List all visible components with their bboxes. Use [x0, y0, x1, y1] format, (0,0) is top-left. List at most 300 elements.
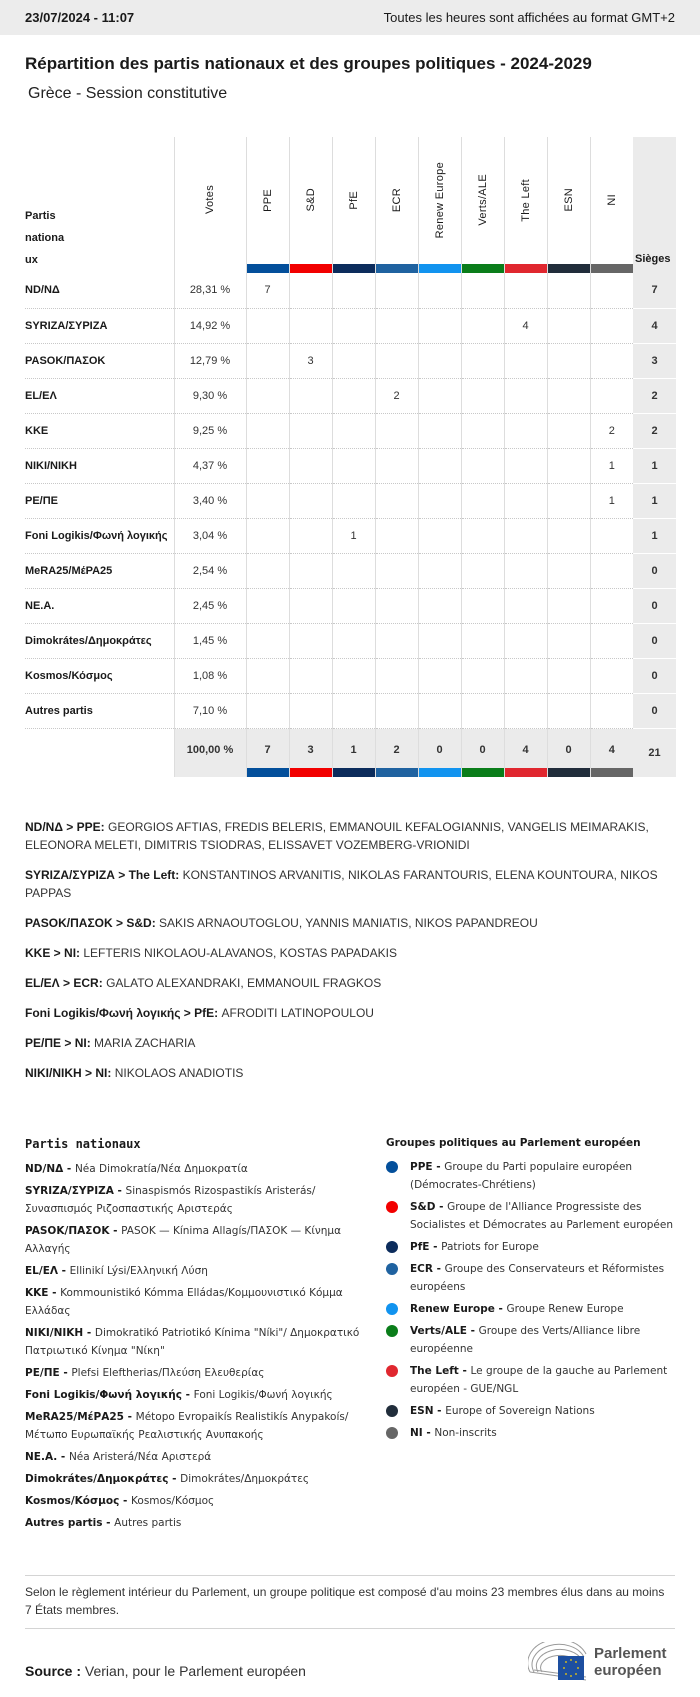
- member-group: ECR: [73, 976, 99, 990]
- group-header-label: ECR: [390, 187, 403, 213]
- group-column-header: [504, 137, 547, 273]
- legend-party-code: ND/ΝΔ: [25, 1163, 64, 1175]
- legend-party-name: Dimokrátes/Δημοκράτες: [180, 1473, 310, 1485]
- group-seat-cell: [246, 588, 289, 623]
- group-color-bar: [419, 264, 461, 273]
- group-header-label: Verts/ALE: [476, 174, 489, 226]
- legend-group-code: PPE: [410, 1161, 433, 1173]
- legend-party-code: NIKI/ΝΙΚΗ: [25, 1327, 84, 1339]
- logo-line-1: Parlement: [594, 1645, 667, 1662]
- group-header-label-wrap: [333, 137, 375, 263]
- group-column-header: [332, 137, 375, 273]
- legend-party-item: [25, 1222, 360, 1258]
- group-seat-cell: [504, 273, 547, 308]
- group-seat-cell: [461, 553, 504, 588]
- divider: [25, 1628, 675, 1629]
- group-seat-cell: [461, 378, 504, 413]
- legend-party-code: KKE: [25, 1287, 49, 1299]
- member-arrow: >: [62, 820, 77, 834]
- group-seat-cell: [547, 693, 590, 728]
- party-name: Kosmos/Κόσμος: [25, 658, 174, 693]
- legend-group-text: [410, 1238, 539, 1256]
- member-arrow: >: [114, 868, 129, 882]
- member-names: LEFTERIS NIKOLAOU-ALAVANOS, KOSTAS PAPADAKIS: [83, 946, 398, 960]
- group-seat-cell: [461, 343, 504, 378]
- vote-share: 4,37 %: [174, 448, 246, 483]
- group-seat-cell: [418, 658, 461, 693]
- table-row: [25, 588, 676, 623]
- party-name: ND/ΝΔ: [25, 273, 174, 308]
- group-total: [289, 728, 332, 777]
- legend-group-text: [410, 1198, 686, 1234]
- legend-national-parties: [25, 1137, 360, 1536]
- logo-line-2: européen: [594, 1662, 662, 1679]
- group-total-value: 0: [436, 743, 443, 756]
- legend-party-item: [25, 1514, 360, 1532]
- group-seat-cell: [547, 588, 590, 623]
- legend-party-item: [25, 1386, 360, 1404]
- group-seat-cell: [590, 693, 633, 728]
- legend-party-name: Néa Aristerá/Νέα Αριστερά: [68, 1451, 212, 1463]
- group-column-header: [590, 137, 633, 273]
- member-arrow: >: [180, 1006, 195, 1020]
- party-column-header: [25, 137, 174, 273]
- legend-group-code: Verts/ALE: [410, 1325, 467, 1337]
- member-colon: :: [100, 820, 109, 834]
- member-names: SAKIS ARNAOUTOGLOU, YANNIS MANIATIS, NIKOS PAPANDREOU: [159, 916, 538, 930]
- table-row: [25, 273, 676, 308]
- legend-group-text: [410, 1322, 686, 1358]
- vote-share: 2,54 %: [174, 553, 246, 588]
- legend-dash: -: [83, 1327, 95, 1339]
- group-total: [547, 728, 590, 777]
- legend-group-item: [386, 1424, 686, 1442]
- group-seat-cell: [246, 623, 289, 658]
- group-seat-cell: [418, 308, 461, 343]
- legend-party-code: EL/ΕΛ: [25, 1265, 58, 1277]
- group-seat-cell: [504, 448, 547, 483]
- group-seat-cell: [246, 518, 289, 553]
- group-seat-cell: [332, 553, 375, 588]
- member-arrow: >: [59, 976, 74, 990]
- member-list-item: [25, 818, 680, 854]
- group-seat-cell: [289, 448, 332, 483]
- member-list-item: [25, 944, 680, 962]
- member-names: GALATO ALEXANDRAKI, EMMANOUIL FRAGKOS: [106, 976, 382, 990]
- group-seat-cell: [504, 483, 547, 518]
- member-party: EL/ΕΛ: [25, 976, 60, 990]
- group-seat-cell: [547, 553, 590, 588]
- legend-group-code: Renew Europe: [410, 1303, 495, 1315]
- group-seat-cell: [418, 518, 461, 553]
- group-column-header: [375, 137, 418, 273]
- group-seat-cell: [504, 588, 547, 623]
- legend-party-item: [25, 1324, 360, 1360]
- legend-dash: -: [466, 1325, 479, 1337]
- group-total-value: 1: [350, 743, 357, 756]
- party-name: Dimokrátes/Δημοκράτες: [25, 623, 174, 658]
- legend-party-name: Dimokratikó Patriotikó Kínima "Níki"/ Δημοκρατικό Πατριωτικό Κίνημα "Νίκη": [25, 1327, 360, 1357]
- group-seat-cell: [461, 483, 504, 518]
- group-color-bar: [462, 768, 504, 777]
- party-name: SYRIZA/ΣΥΡΙΖΑ: [25, 308, 174, 343]
- seat-total: 0: [633, 623, 676, 658]
- group-total: [332, 728, 375, 777]
- legend-dash: -: [109, 1225, 122, 1237]
- source-line: [25, 1663, 306, 1679]
- member-colon: :: [107, 1066, 115, 1080]
- group-seat-cell: [418, 553, 461, 588]
- legend-dash: -: [432, 1263, 445, 1275]
- legend-group-code: The Left: [410, 1365, 459, 1377]
- group-seat-cell: [547, 623, 590, 658]
- group-header-label: S&D: [304, 188, 317, 212]
- legend-party-code: PE/ΠΕ: [25, 1367, 60, 1379]
- party-name: Foni Logikis/Φωνή λογικής: [25, 518, 174, 553]
- party-name: NIKI/ΝΙΚΗ: [25, 448, 174, 483]
- table-row: [25, 553, 676, 588]
- group-total: [246, 728, 289, 777]
- group-seat-cell: [590, 343, 633, 378]
- legend-group-item: [386, 1322, 686, 1358]
- group-color-dot-icon: [386, 1303, 398, 1315]
- group-total-value: 4: [522, 743, 529, 756]
- legend-dash: -: [102, 1517, 115, 1529]
- group-color-bar: [333, 768, 375, 777]
- group-color-bar: [290, 768, 332, 777]
- legend-party-item: [25, 1364, 360, 1382]
- group-total-value: 0: [479, 743, 486, 756]
- legend-dash: -: [435, 1201, 448, 1213]
- group-seat-cell: [375, 658, 418, 693]
- group-seat-cell: [375, 588, 418, 623]
- legend-dash: -: [58, 1265, 70, 1277]
- group-seat-cell: 2: [375, 378, 418, 413]
- group-color-bar: [462, 264, 504, 273]
- members-list: [25, 818, 680, 1094]
- seat-total: 7: [633, 273, 676, 308]
- group-seat-cell: [461, 308, 504, 343]
- member-group: S&D: [126, 916, 152, 930]
- group-total-value: 3: [307, 743, 314, 756]
- group-color-bar: [548, 264, 590, 273]
- group-seat-cell: [547, 483, 590, 518]
- group-header-label-wrap: [548, 137, 590, 263]
- member-arrow: >: [81, 1066, 96, 1080]
- group-seat-cell: [332, 623, 375, 658]
- member-arrow: >: [61, 1036, 75, 1050]
- group-seat-cell: [504, 343, 547, 378]
- group-seat-cell: [332, 413, 375, 448]
- group-seat-cell: [246, 308, 289, 343]
- member-colon: :: [86, 1036, 95, 1050]
- group-seat-cell: [246, 343, 289, 378]
- group-seat-cell: [375, 553, 418, 588]
- group-seat-cell: [332, 378, 375, 413]
- group-color-bar: [505, 264, 547, 273]
- group-color-bar: [247, 768, 289, 777]
- group-seat-cell: [332, 658, 375, 693]
- group-seat-cell: [590, 623, 633, 658]
- member-colon: :: [98, 976, 107, 990]
- legend-party-name: Kosmos/Κόσμος: [131, 1495, 215, 1507]
- member-arrow: >: [112, 916, 127, 930]
- group-header-label-wrap: [462, 137, 504, 263]
- group-color-bar: [591, 768, 634, 777]
- group-seat-cell: [332, 693, 375, 728]
- legend-party-item: [25, 1262, 360, 1280]
- group-seat-cell: [246, 378, 289, 413]
- seat-total: 2: [633, 378, 676, 413]
- group-seat-cell: [547, 518, 590, 553]
- group-seat-cell: [246, 483, 289, 518]
- member-party: SYRIZA/ΣΥΡΙΖΑ: [25, 868, 115, 882]
- member-party: PE/ΠΕ: [25, 1036, 62, 1050]
- party-name: PE/ΠΕ: [25, 483, 174, 518]
- legend-dash: -: [57, 1451, 69, 1463]
- group-header-label: PPE: [261, 188, 274, 212]
- member-group: The Left: [128, 868, 176, 882]
- group-seat-cell: [375, 483, 418, 518]
- group-seat-cell: [504, 658, 547, 693]
- group-seat-cell: [289, 378, 332, 413]
- legend-group-name: Groupe du Parti populaire européen (Démocrates-Chrétiens): [410, 1161, 633, 1191]
- party-column-header-label: Partis nationaux: [25, 210, 65, 266]
- group-seat-cell: [246, 693, 289, 728]
- legend-party-item: [25, 1408, 360, 1444]
- group-seat-cell: [504, 623, 547, 658]
- seat-total: 2: [633, 413, 676, 448]
- source-text: Verian, pour le Parlement européen: [84, 1663, 306, 1679]
- table-row: [25, 658, 676, 693]
- seat-total: 4: [633, 308, 676, 343]
- legend-party-code: MeRA25/ΜέΡΑ25: [25, 1411, 124, 1423]
- member-colon: :: [214, 1006, 222, 1020]
- group-header-label-wrap: [419, 137, 461, 263]
- legend-party-code: Kosmos/Κόσμος: [25, 1495, 120, 1507]
- legend-party-code: PASOK/ΠΑΣΟΚ: [25, 1225, 110, 1237]
- table-row: [25, 343, 676, 378]
- group-seat-cell: [246, 553, 289, 588]
- group-seat-cell: [547, 448, 590, 483]
- group-seat-cell: [547, 413, 590, 448]
- party-name: Autres partis: [25, 693, 174, 728]
- group-color-dot-icon: [386, 1263, 398, 1275]
- group-header-label: PfE: [347, 190, 360, 210]
- legend-group-text: [410, 1300, 624, 1318]
- member-party: KKE: [25, 946, 51, 960]
- group-seat-cell: [375, 518, 418, 553]
- group-seat-cell: [418, 623, 461, 658]
- legend-group-name: Groupe des Conservateurs et Réformistes européens: [410, 1263, 665, 1293]
- group-header-label-wrap: [376, 137, 418, 263]
- legend-party-name: PASOK — Kínima Allagís/ΠΑΣΟΚ — Κίνημα Αλλαγής: [25, 1225, 341, 1255]
- group-header-label-wrap: [290, 137, 332, 263]
- table-header-row: [25, 137, 676, 273]
- legend-group-name: Groupe des Verts/Alliance libre européenne: [410, 1325, 641, 1355]
- legend-party-code: Autres partis: [25, 1517, 103, 1529]
- legend-dash: -: [63, 1163, 75, 1175]
- legend-group-item: [386, 1198, 686, 1234]
- legend-party-item: [25, 1182, 360, 1218]
- legend-dash: -: [458, 1365, 471, 1377]
- legend-group-text: [410, 1424, 497, 1442]
- member-names: GEORGIOS AFTIAS, FREDIS BELERIS, EMMANOUIL KEFALOGIANNIS, VANGELIS MEIMARAKIS, ELEONORA MELETI, DIMITRIS TSIODRAS, ELISSAVET VOZEMBERG-VRIONIDI: [25, 820, 649, 852]
- legend-group-name: Patriots for Europe: [441, 1241, 539, 1253]
- group-seat-cell: [375, 693, 418, 728]
- legend-party-code: Dimokrátes/Δημοκράτες: [25, 1473, 169, 1485]
- legend-national-parties-title: Partis nationaux: [25, 1137, 141, 1151]
- source-label: Source :: [25, 1663, 82, 1679]
- totals-label-cell: [25, 728, 174, 777]
- legend-party-item: [25, 1448, 360, 1466]
- group-header-label: ESN: [562, 188, 575, 212]
- legend-group-code: ECR: [410, 1263, 433, 1275]
- party-name: NE.A.: [25, 588, 174, 623]
- group-seat-cell: [461, 518, 504, 553]
- member-party: PASOK/ΠΑΣΟΚ: [25, 916, 113, 930]
- group-seat-cell: [418, 273, 461, 308]
- member-colon: :: [175, 868, 183, 882]
- member-names: KONSTANTINOS ARVANITIS, NIKOLAS FARANTOURIS, ELENA KOUNTOURA, NIKOS PAPPAS: [25, 868, 658, 900]
- group-seat-cell: [590, 273, 633, 308]
- legend-group-code: ESN: [410, 1405, 434, 1417]
- legend-dash: -: [432, 1161, 445, 1173]
- vote-share: 12,79 %: [174, 343, 246, 378]
- table-row: [25, 693, 676, 728]
- member-group: NI: [64, 946, 77, 960]
- group-color-bar: [290, 264, 332, 273]
- votes-column-header-label: Votes: [204, 185, 216, 215]
- member-list-item: [25, 1004, 680, 1022]
- vote-share: 1,08 %: [174, 658, 246, 693]
- group-header-label: Renew Europe: [433, 161, 446, 239]
- legend-dash: -: [59, 1367, 72, 1379]
- vote-share: 9,25 %: [174, 413, 246, 448]
- legend-party-item: [25, 1470, 360, 1488]
- member-names: NIKOLAOS ANADIOTIS: [114, 1066, 244, 1080]
- legend-party-name: Kommounistikó Kómma Elládas/Κομμουνιστικό Κόμμα Ελλάδας: [25, 1287, 343, 1317]
- member-list-item: [25, 1064, 680, 1082]
- legend-group-text: [410, 1260, 686, 1296]
- vote-share: 3,04 %: [174, 518, 246, 553]
- group-total: [418, 728, 461, 777]
- group-seat-cell: [332, 308, 375, 343]
- legend-party-code: SYRIZA/ΣΥΡΙΖΑ: [25, 1185, 114, 1197]
- group-seat-cell: [246, 448, 289, 483]
- legend-group-item: [386, 1158, 686, 1194]
- seat-total: 1: [633, 518, 676, 553]
- table-row: [25, 483, 676, 518]
- group-seat-cell: [289, 553, 332, 588]
- legend-dash: -: [168, 1473, 181, 1485]
- group-seat-cell: [547, 273, 590, 308]
- group-seat-cell: [547, 343, 590, 378]
- group-total-value: 7: [264, 743, 271, 756]
- group-seat-cell: [375, 448, 418, 483]
- group-seat-cell: [332, 448, 375, 483]
- seat-total: 0: [633, 658, 676, 693]
- member-group: PPE: [76, 820, 101, 834]
- group-seat-cell: 4: [504, 308, 547, 343]
- group-seat-cell: [289, 588, 332, 623]
- legend-dash: -: [433, 1405, 446, 1417]
- group-header-label: The Left: [519, 178, 532, 222]
- group-seat-cell: [590, 658, 633, 693]
- legend-political-groups-title: Groupes politiques au Parlement européen: [386, 1137, 641, 1149]
- legend-dash: -: [429, 1241, 442, 1253]
- seat-total: 0: [633, 693, 676, 728]
- legend-group-name: Le groupe de la gauche au Parlement européen - GUE/NGL: [410, 1365, 668, 1395]
- group-column-header: [461, 137, 504, 273]
- seat-total: 3: [633, 343, 676, 378]
- total-votes-value: 100,00 %: [186, 743, 234, 756]
- group-seat-cell: [332, 343, 375, 378]
- legend-group-name: Europe of Sovereign Nations: [445, 1405, 595, 1417]
- group-seat-cell: [418, 448, 461, 483]
- group-total: [461, 728, 504, 777]
- group-seat-cell: [246, 413, 289, 448]
- legend-group-item: [386, 1238, 686, 1256]
- group-color-dot-icon: [386, 1201, 398, 1213]
- group-seat-cell: [547, 658, 590, 693]
- group-header-label-wrap: [591, 137, 634, 263]
- member-group: NI: [95, 1066, 108, 1080]
- totals-row: [25, 728, 676, 777]
- legend-party-name: Plefsi Eleftherias/Πλεύση Ελευθερίας: [71, 1367, 265, 1379]
- group-color-bar: [419, 768, 461, 777]
- group-seat-cell: [461, 273, 504, 308]
- member-group: NI: [74, 1036, 87, 1050]
- group-seat-cell: [332, 273, 375, 308]
- timezone-note: Toutes les heures sont affichées au format GMT+2: [383, 10, 675, 25]
- group-seat-cell: [246, 658, 289, 693]
- group-color-bar: [548, 768, 590, 777]
- table-row: [25, 448, 676, 483]
- legend-party-name: Autres partis: [114, 1517, 182, 1529]
- member-party: NIKI/ΝΙΚΗ: [25, 1066, 82, 1080]
- legend-dash: -: [422, 1427, 435, 1439]
- member-names: AFRODITI LATINOPOULOU: [221, 1006, 374, 1020]
- vote-share: 2,45 %: [174, 588, 246, 623]
- group-seat-cell: [418, 378, 461, 413]
- group-seat-cell: [504, 693, 547, 728]
- group-seat-cell: 1: [590, 483, 633, 518]
- vote-share: 28,31 %: [174, 273, 246, 308]
- group-color-bar: [376, 768, 418, 777]
- table-row: [25, 518, 676, 553]
- legend-group-item: [386, 1260, 686, 1296]
- group-seat-cell: [461, 448, 504, 483]
- group-color-bar: [591, 264, 634, 273]
- group-seat-cell: [590, 308, 633, 343]
- group-seat-cell: [504, 413, 547, 448]
- legend-group-name: Non-inscrits: [434, 1427, 497, 1439]
- legend-dash: -: [123, 1411, 136, 1423]
- group-seat-cell: [461, 588, 504, 623]
- parliament-hemicycle-icon: [528, 1642, 588, 1682]
- legend-party-name: Foni Logikis/Φωνή λογικής: [193, 1389, 333, 1401]
- group-seat-cell: [289, 413, 332, 448]
- group-seat-cell: [289, 658, 332, 693]
- legend-dash: -: [181, 1389, 194, 1401]
- vote-share: 3,40 %: [174, 483, 246, 518]
- group-seat-cell: [504, 553, 547, 588]
- member-list-item: [25, 1034, 680, 1052]
- table-row: [25, 413, 676, 448]
- group-seat-cell: [418, 343, 461, 378]
- group-seat-cell: [375, 343, 418, 378]
